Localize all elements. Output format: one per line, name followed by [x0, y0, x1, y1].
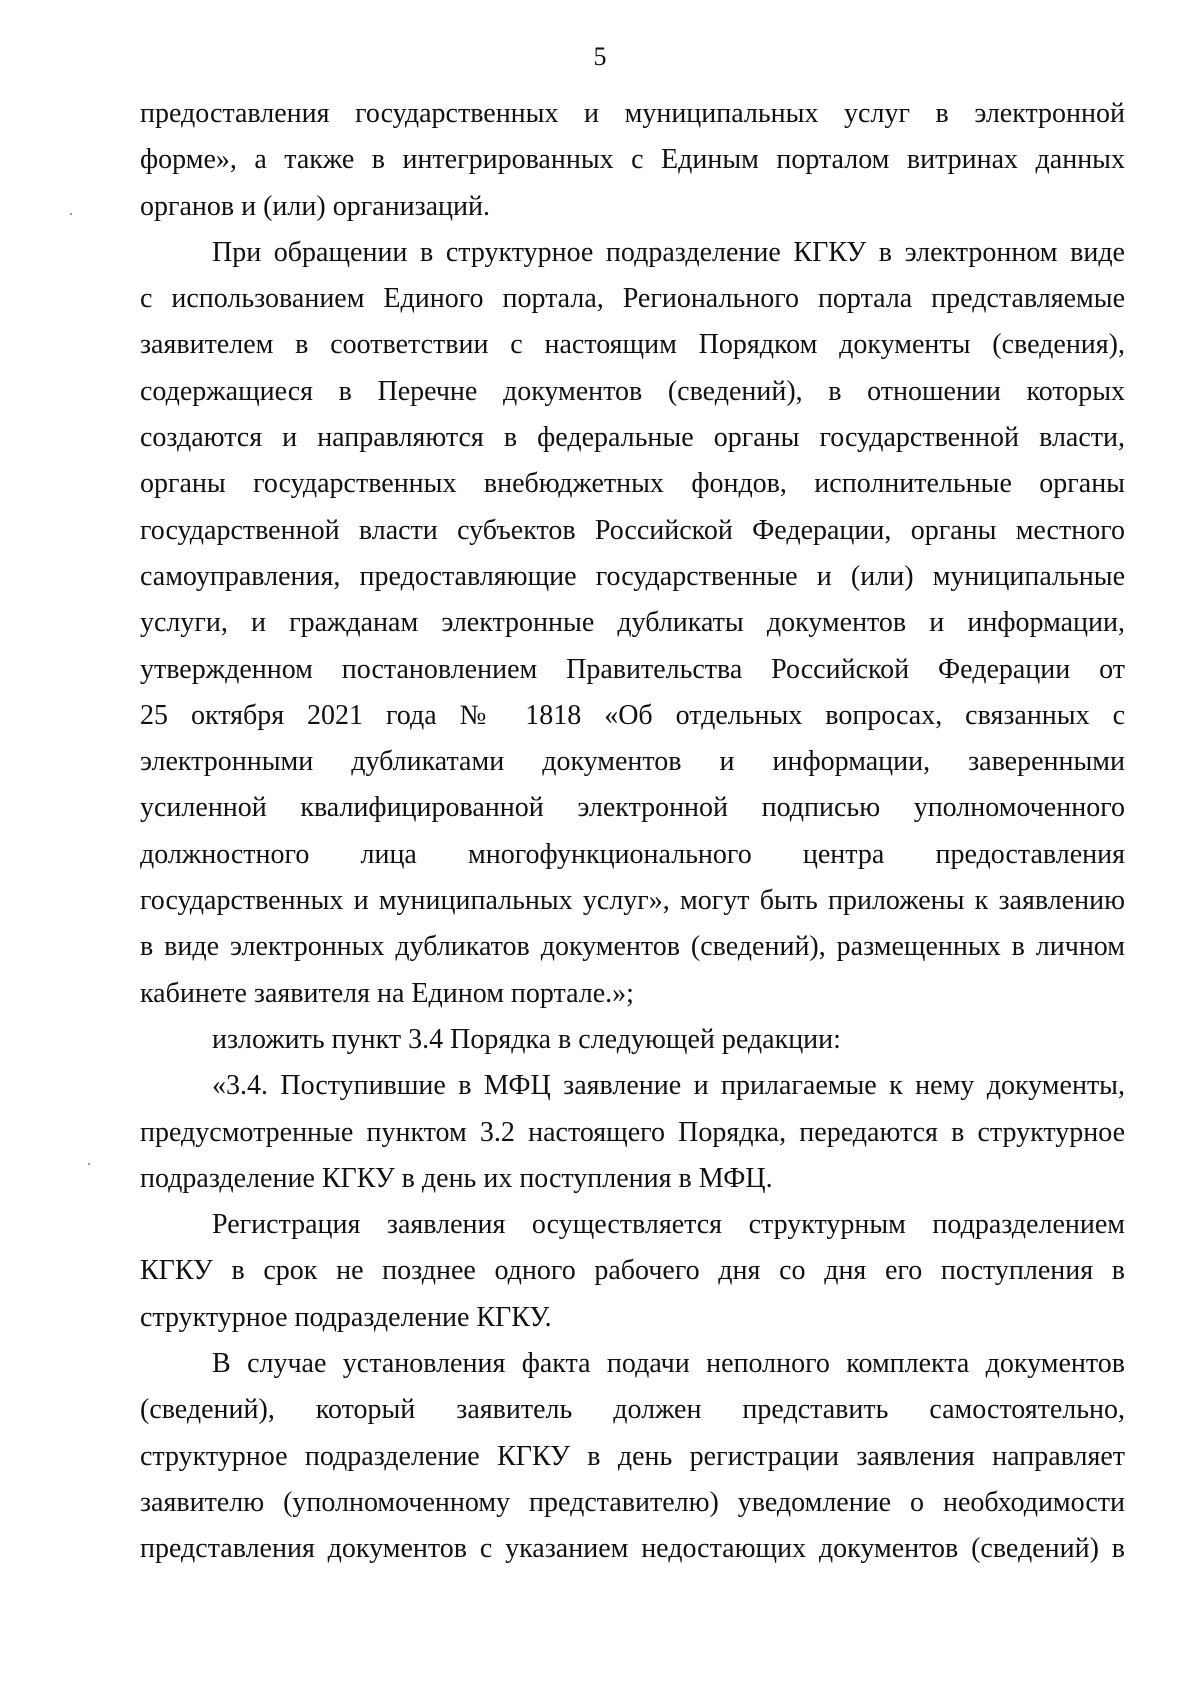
text-line: предусмотренные пунктом 3.2 настоящего Порядка, передаются в структурное: [140, 1116, 1125, 1148]
text-line: содержащиеся в Перечне документов (сведений), в отношении которых: [140, 375, 1125, 407]
paragraph: [140, 1017, 1125, 1063]
text-line: заявителю (уполномоченному представителю) уведомление о необходимости: [140, 1486, 1125, 1518]
text-line: структурное подразделение КГКУ в день регистрации заявления направляет: [140, 1440, 1125, 1472]
text-line: При обращении в структурное подразделение КГКУ в электронном виде: [212, 236, 1125, 268]
paragraph: [140, 230, 1125, 1017]
text-line: создаются и направляются в федеральные органы государственной власти,: [140, 422, 1125, 454]
text-line: усиленной квалифицированной электронной подписью уполномоченного: [140, 792, 1125, 824]
document-body: [140, 91, 1125, 1573]
text-line: структурное подразделение КГКУ.: [140, 1301, 552, 1333]
page-number: 5: [593, 42, 607, 71]
margin-speck: [88, 1163, 90, 1165]
text-line: утвержденном постановлением Правительства Российской Федерации от: [140, 653, 1125, 685]
paragraph: [140, 1341, 1125, 1572]
text-line: представления документов с указанием недостающих документов (сведений) в: [140, 1533, 1125, 1565]
paragraph: [140, 1202, 1125, 1341]
text-line: органов и (или) организаций.: [140, 190, 491, 222]
text-line: должностного лица многофункционального центра предоставления: [140, 838, 1125, 870]
text-line: государственных и муниципальных услуг», могут быть приложены к заявлению: [140, 885, 1125, 917]
text-line: предоставления государственных и муниципальных услуг в электронной: [140, 98, 1125, 129]
text-line: форме», а также в интегрированных с Единым порталом витринах данных: [140, 144, 1125, 176]
text-line: кабинете заявителя на Едином портале.»;: [140, 977, 634, 1009]
text-line: с использованием Единого портала, Регионального портала представляемые: [140, 283, 1125, 315]
text-line: органы государственных внебюджетных фондов, исполнительные органы: [140, 468, 1125, 500]
text-line: Регистрация заявления осуществляется структурным подразделением: [212, 1209, 1125, 1241]
margin-speck: [70, 213, 72, 215]
text-line: подразделение КГКУ в день их поступления в МФЦ.: [140, 1162, 773, 1194]
text-line: государственной власти субъектов Российской Федерации, органы местного: [140, 514, 1125, 546]
text-line: изложить пункт 3.4 Порядка в следующей редакции:: [212, 1023, 841, 1055]
paragraph: [140, 1063, 1125, 1202]
text-line: В случае установления факта подачи неполного комплекта документов: [212, 1348, 1125, 1380]
text-line: (сведений), который заявитель должен представить самостоятельно,: [140, 1394, 1125, 1426]
text-line: электронными дубликатами документов и информации, заверенными: [140, 746, 1125, 778]
text-line: КГКУ в срок не позднее одного рабочего дня со дня его поступления в: [140, 1255, 1125, 1287]
text-line: заявителем в соответствии с настоящим Порядком документы (сведения),: [140, 329, 1125, 361]
text-line: 25 октября 2021 года № 1818 «Об отдельных вопросах, связанных с: [140, 699, 1125, 731]
text-line: в виде электронных дубликатов документов (сведений), размещенных в личном: [140, 931, 1125, 963]
paragraph: [140, 91, 1125, 230]
text-line: услуги, и гражданам электронные дубликаты документов и информации,: [140, 607, 1125, 639]
text-line: «3.4. Поступившие в МФЦ заявление и прилагаемые к нему документы,: [212, 1070, 1125, 1102]
text-line: самоуправления, предоставляющие государственные и (или) муниципальные: [140, 560, 1125, 592]
